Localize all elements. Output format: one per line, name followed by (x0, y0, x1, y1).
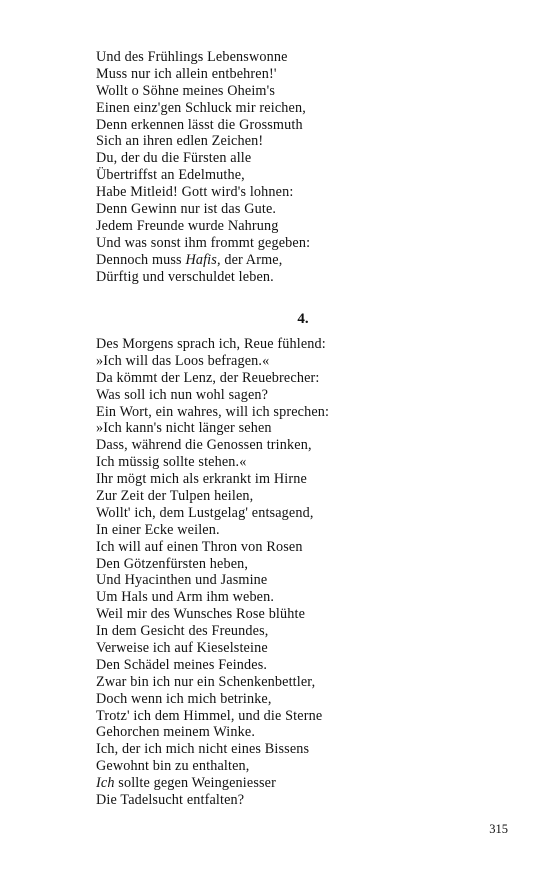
poem-line (96, 572, 516, 589)
poem-line-text: Um Hals und Arm ihm weben. (96, 589, 275, 606)
poem-stanza-4 (96, 336, 516, 809)
poem-line-text: In einer Ecke weilen. (96, 521, 220, 538)
poem-line (96, 404, 516, 421)
poem-line-text: Muss nur ich allein entbehren!' (96, 65, 277, 82)
poem-line-text: Ich will auf einen Thron von Rosen (96, 538, 303, 555)
poem-line (96, 556, 516, 573)
page-number: 315 (489, 822, 508, 836)
poem-line-text: Sich an ihren edlen Zeichen! (96, 133, 264, 150)
poem-line (96, 66, 516, 83)
poem-line (96, 454, 516, 471)
poem-line (96, 606, 516, 623)
poem-line (96, 640, 516, 657)
poem-line-text: Trotz' ich dem Himmel, und die Sterne (96, 707, 323, 724)
poem-line (96, 252, 516, 269)
poem-line-text: Zur Zeit der Tulpen heilen, (96, 488, 254, 505)
poem-line-text: Wollt' ich, dem Lustgelag' entsagend, (96, 504, 314, 521)
poem-line (96, 370, 516, 387)
poem-line-text: Dass, während die Genossen trinken, (96, 437, 312, 454)
poem-line-text: »Ich will das Loos befragen.« (96, 352, 270, 369)
poem-line (96, 387, 516, 404)
poem-line (96, 623, 516, 640)
poem-line-text: Dürftig und verschuldet leben. (96, 268, 274, 285)
poem-line (96, 83, 516, 100)
poem-line (96, 708, 516, 725)
poem-line (96, 100, 516, 117)
poem-line-text: In dem Gesicht des Freundes, (96, 623, 269, 640)
poem-line-text: Ihr mögt mich als erkrankt im Hirne (96, 471, 307, 488)
poem-line-text: Einen einz'gen Schluck mir reichen, (96, 99, 306, 116)
poem-line (96, 539, 516, 556)
poem-line-text: Und des Frühlings Lebenswonne (96, 49, 288, 65)
poem-line (96, 792, 516, 809)
poem-line-text: , der Arme, (216, 251, 283, 268)
poem-line-text: Da kömmt der Lenz, der Reuebrecher: (96, 369, 320, 386)
poem-line-text: Wollt o Söhne meines Oheim's (96, 82, 276, 99)
poem-line (96, 117, 516, 134)
poem-line (96, 218, 516, 235)
poem-line-italic-text: Ich (96, 775, 115, 792)
poem-line (96, 505, 516, 522)
poem-line-text: sollte gegen Weingeniesser (114, 775, 276, 792)
poem-line-text: Denn erkennen lässt die Grossmuth (96, 116, 303, 133)
poem-line (96, 420, 516, 437)
poem-line-text: Ich müssig sollte stehen.« (96, 454, 247, 471)
poem-line (96, 691, 516, 708)
poem-line (96, 201, 516, 218)
poem-line (96, 49, 516, 66)
poem-line (96, 150, 516, 167)
poem-line (96, 488, 516, 505)
poem-line-text: »Ich kann's nicht länger sehen (96, 420, 272, 437)
poem-line (96, 589, 516, 606)
poem-line-text: Verweise ich auf Kieselsteine (96, 640, 268, 657)
poem-line-text: Ich, der ich mich nicht eines Bissens (96, 741, 310, 758)
poem-line (96, 235, 516, 252)
poem-line (96, 184, 516, 201)
poem-line-text: Doch wenn ich mich betrinke, (96, 690, 272, 707)
poem-line (96, 336, 516, 353)
poem-line (96, 522, 516, 539)
poem-line-text: Was soll ich nun wohl sagen? (96, 386, 269, 403)
poem-line-text: Den Götzenfürsten heben, (96, 555, 249, 572)
poem-line (96, 758, 516, 775)
poem-line-text: Ein Wort, ein wahres, will ich sprechen: (96, 403, 330, 420)
poem-line (96, 775, 516, 792)
poem-line (96, 133, 516, 150)
poem-line-text: Übertriffst an Edelmuthe, (96, 167, 245, 184)
poem-line-text: Weil mir des Wunsches Rose blühte (96, 606, 306, 623)
poem-line-text: Habe Mitleid! Gott wird's lohnen: (96, 184, 294, 201)
poem-line (96, 471, 516, 488)
poem-line-text: Die Tadelsucht entfalten? (96, 792, 245, 809)
poem-line-text: Des Morgens sprach ich, Reue fühlend: (96, 336, 326, 352)
poem-line-text: Und was sonst ihm frommt gegeben: (96, 234, 311, 251)
poem-line (96, 657, 516, 674)
poem-line-text: Und Hyacinthen und Jasmine (96, 572, 268, 589)
poem-line (96, 269, 516, 286)
poem-line (96, 353, 516, 370)
poem-line (96, 674, 516, 691)
section-number: 4. (297, 311, 309, 327)
poem-line (96, 437, 516, 454)
poem-line-text: Zwar bin ich nur ein Schenkenbettler, (96, 673, 316, 690)
poem-line (96, 741, 516, 758)
poem-line-text: Den Schädel meines Feindes. (96, 656, 268, 673)
poem-line-text: Jedem Freunde wurde Nahrung (96, 217, 279, 234)
poem-line (96, 724, 516, 741)
poem-line (96, 167, 516, 184)
poem-line-text: Denn Gewinn nur ist das Gute. (96, 201, 277, 218)
poem-line-text: Dennoch muss (96, 251, 186, 268)
poem-stanza-continued (96, 49, 516, 285)
poem-line-text: Du, der du die Fürsten alle (96, 150, 252, 167)
poem-line-text: Gehorchen meinem Winke. (96, 724, 256, 741)
poem-line-italic-text: Hafis (185, 251, 217, 268)
poem-line-text: Gewohnt bin zu enthalten, (96, 758, 250, 775)
